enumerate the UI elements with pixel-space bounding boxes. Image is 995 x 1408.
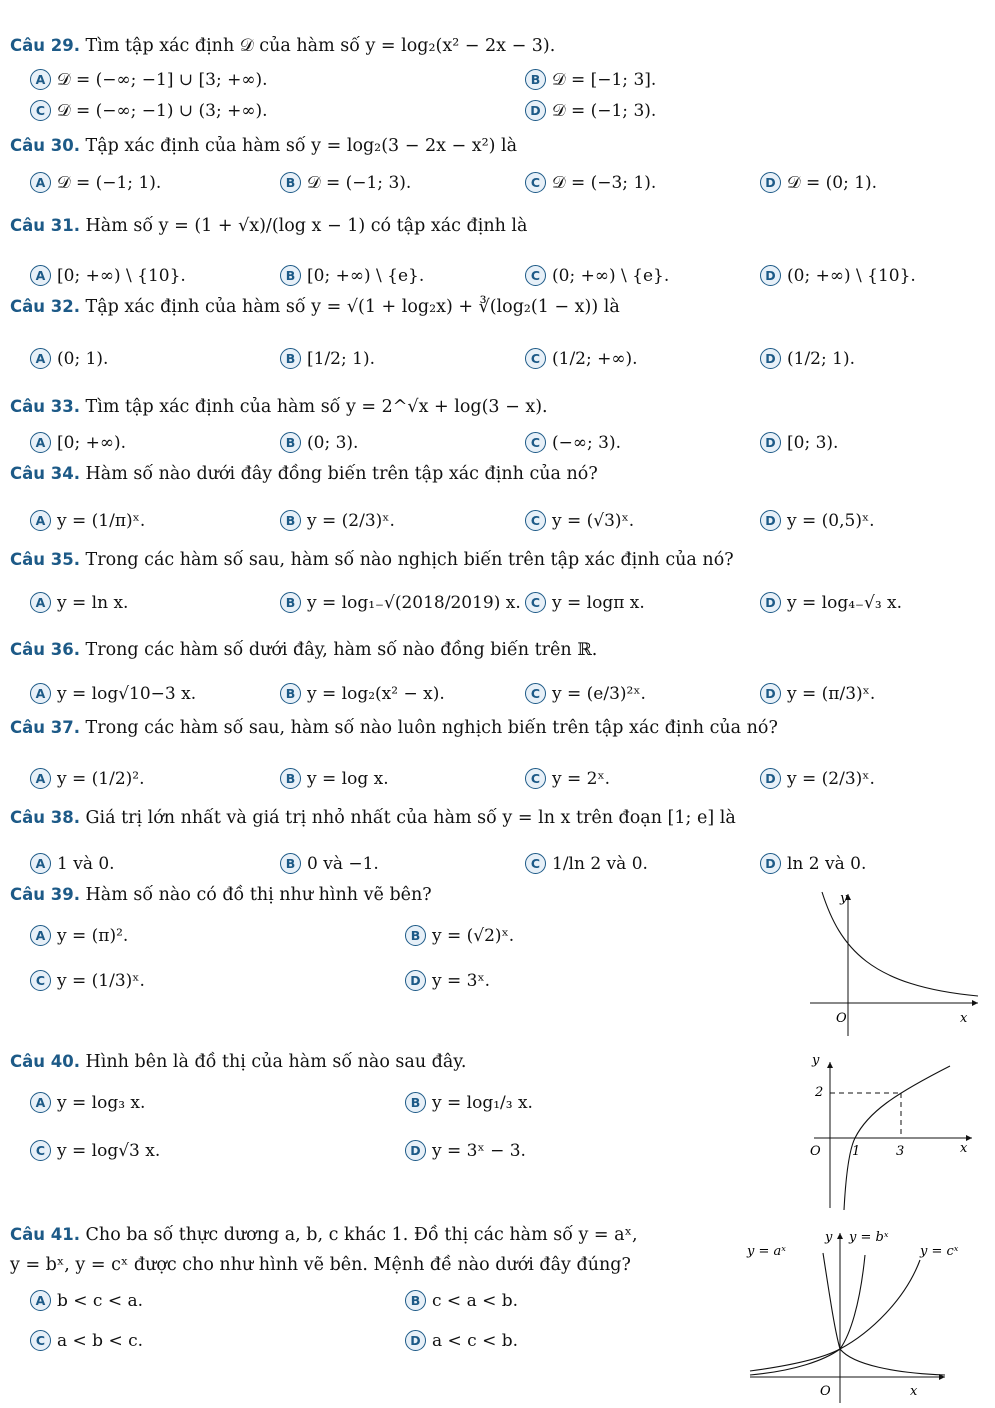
option-a[interactable]: [30, 510, 145, 531]
option-label-badge: C: [525, 432, 546, 453]
option-b[interactable]: [280, 592, 521, 613]
figure-q40: [800, 1052, 985, 1210]
option-label-badge: C: [30, 1140, 51, 1161]
question-text: Trong các hàm số dưới đây, hàm số nào đồng biến trên ℝ.: [85, 640, 598, 660]
question-number: Câu 35.: [10, 550, 80, 569]
question-32: [10, 297, 985, 318]
option-text: y = 3ˣ.: [432, 970, 491, 991]
option-text: 𝒟 = (−1; 3).: [552, 100, 657, 121]
question-36: [10, 640, 985, 661]
question-33: [10, 397, 985, 418]
option-label-badge: A: [30, 925, 51, 946]
label-3: 3: [896, 1144, 905, 1159]
option-b[interactable]: [280, 510, 395, 531]
option-label-badge: B: [280, 853, 301, 874]
option-c[interactable]: [30, 970, 145, 991]
option-label-badge: A: [30, 348, 51, 369]
option-text: a < c < b.: [432, 1330, 519, 1351]
option-text: [0; 3).: [787, 432, 839, 453]
option-text: y = (√3)ˣ.: [552, 510, 635, 531]
curve-b: [750, 1255, 865, 1371]
option-text: 1 và 0.: [57, 853, 115, 874]
option-text: y = (0,5)ˣ.: [787, 510, 875, 531]
option-label-badge: D: [760, 768, 781, 789]
figure-q41: [745, 1225, 980, 1405]
option-text: b < c < a.: [57, 1290, 144, 1311]
option-text: y = 2ˣ.: [552, 768, 611, 789]
question-number: Câu 36.: [10, 640, 80, 659]
option-a[interactable]: [30, 853, 115, 874]
label-y: y: [840, 891, 848, 906]
question-text: Tìm tập xác định 𝒟 của hàm số y = log₂(x² − 2x − 3).: [85, 36, 556, 56]
option-label-badge: C: [525, 853, 546, 874]
option-label-badge: D: [760, 853, 781, 874]
question-text: Hàm số y = (1 + √x)/(log x − 1) có tập xác định là: [85, 216, 528, 236]
question-text: Cho ba số thực dương a, b, c khác 1. Đồ thị các hàm số y = aˣ,: [85, 1225, 638, 1245]
option-d[interactable]: [760, 592, 902, 613]
option-text: (0; 1).: [57, 348, 109, 369]
option-label-badge: A: [30, 592, 51, 613]
option-d[interactable]: [405, 970, 490, 991]
option-d[interactable]: [760, 265, 916, 286]
curve-a: [823, 1253, 945, 1375]
option-a[interactable]: [30, 1092, 145, 1113]
question-number: Câu 41.: [10, 1225, 80, 1244]
question-stem: [10, 397, 985, 418]
option-text: y = ln x.: [57, 592, 129, 613]
option-a[interactable]: [30, 1290, 143, 1311]
option-label-badge: A: [30, 510, 51, 531]
option-text: 0 và −1.: [307, 853, 379, 874]
option-text: 𝒟 = (−1; 3).: [307, 172, 412, 193]
option-a[interactable]: [30, 348, 108, 369]
question-number: Câu 33.: [10, 397, 80, 416]
option-text: 𝒟 = (0; 1).: [787, 172, 878, 193]
option-label-badge: D: [760, 348, 781, 369]
option-label-badge: C: [525, 683, 546, 704]
option-a[interactable]: [30, 265, 186, 286]
question-text: Tập xác định của hàm số y = log₂(3 − 2x − x²) là: [85, 136, 518, 156]
option-text: y = (π)².: [57, 925, 129, 946]
option-label-badge: C: [525, 348, 546, 369]
option-text: y = (1/3)ˣ.: [57, 970, 145, 991]
option-label-badge: A: [30, 172, 51, 193]
question-text: Giá trị lớn nhất và giá trị nhỏ nhất của hàm số y = ln x trên đoạn [1; e] là: [85, 808, 736, 828]
option-c[interactable]: [525, 768, 610, 789]
option-label-badge: B: [280, 348, 301, 369]
option-text: [0; +∞) \ {e}.: [307, 265, 425, 286]
question-stem: [10, 640, 985, 661]
option-label-badge: A: [30, 432, 51, 453]
option-text: y = log x.: [307, 768, 389, 789]
option-text: (0; 3).: [307, 432, 359, 453]
question-text-line2: y = bˣ, y = cˣ được cho như hình vẽ bên. Mệnh đề nào dưới đây đúng?: [10, 1255, 631, 1275]
figure-q39: [800, 888, 985, 1038]
option-text: y = 3ˣ − 3.: [432, 1140, 526, 1161]
option-d[interactable]: [760, 432, 838, 453]
question-31: [10, 216, 985, 237]
option-d[interactable]: [760, 768, 875, 789]
option-text: y = (2/3)ˣ.: [787, 768, 875, 789]
option-c[interactable]: [525, 432, 621, 453]
option-text: (0; +∞) \ {e}.: [552, 265, 670, 286]
option-text: a < b < c.: [57, 1330, 144, 1351]
option-label-badge: A: [30, 853, 51, 874]
option-text: y = (1/2)².: [57, 768, 145, 789]
option-d[interactable]: [760, 172, 877, 193]
option-text: y = log√10−3 x.: [57, 683, 197, 704]
option-b[interactable]: [525, 69, 656, 90]
question-stem: [10, 718, 985, 739]
option-c[interactable]: [525, 172, 656, 193]
option-text: 𝒟 = [−1; 3].: [552, 69, 657, 90]
option-text: ln 2 và 0.: [787, 853, 867, 874]
question-38: [10, 808, 985, 829]
option-a[interactable]: [30, 683, 196, 704]
option-text: 1/ln 2 và 0.: [552, 853, 648, 874]
option-d[interactable]: [405, 1140, 526, 1161]
option-text: y = log₄₋√₃ x.: [787, 592, 903, 613]
option-label-badge: C: [30, 970, 51, 991]
question-stem: [10, 136, 985, 157]
label-o: O: [820, 1384, 831, 1399]
option-b[interactable]: [280, 853, 379, 874]
question-stem: [10, 297, 985, 318]
question-number: Câu 34.: [10, 464, 80, 483]
question-34: [10, 464, 985, 485]
option-text: (1/2; 1).: [787, 348, 855, 369]
option-label-badge: D: [760, 683, 781, 704]
option-text: [1/2; 1).: [307, 348, 375, 369]
option-a[interactable]: [30, 768, 145, 789]
option-label-badge: A: [30, 1290, 51, 1311]
question-number: Câu 37.: [10, 718, 80, 737]
question-text: Trong các hàm số sau, hàm số nào luôn nghịch biến trên tập xác định của nó?: [85, 718, 778, 738]
option-text: y = log₁/₃ x.: [432, 1092, 533, 1113]
question-number: Câu 32.: [10, 297, 80, 316]
option-b[interactable]: [280, 348, 375, 369]
label-b: y = bˣ: [849, 1230, 889, 1245]
option-text: y = log₃ x.: [57, 1092, 146, 1113]
option-a[interactable]: [30, 172, 161, 193]
question-number: Câu 30.: [10, 136, 80, 155]
option-text: y = (e/3)²ˣ.: [552, 683, 646, 704]
option-d[interactable]: [405, 1330, 518, 1351]
option-label-badge: D: [405, 1140, 426, 1161]
option-a[interactable]: [30, 592, 128, 613]
question-stem: [10, 464, 985, 485]
option-b[interactable]: [405, 1092, 533, 1113]
curve-decreasing: [822, 892, 978, 996]
option-d[interactable]: [760, 510, 875, 531]
option-label-badge: D: [405, 970, 426, 991]
option-text: y = (1/π)ˣ.: [57, 510, 146, 531]
question-stem: [10, 216, 985, 237]
option-text: 𝒟 = (−∞; −1) ∪ (3; +∞).: [57, 100, 268, 121]
option-b[interactable]: [280, 768, 389, 789]
option-text: 𝒟 = (−∞; −1] ∪ [3; +∞).: [57, 69, 268, 90]
question-30: [10, 136, 985, 157]
option-b[interactable]: [280, 265, 424, 286]
option-label-badge: C: [525, 265, 546, 286]
label-x: x: [910, 1384, 918, 1399]
option-label-badge: A: [30, 768, 51, 789]
option-label-badge: D: [760, 510, 781, 531]
question-text: Hàm số nào có đồ thị như hình vẽ bên?: [85, 885, 432, 905]
label-y: y: [825, 1230, 833, 1245]
option-label-badge: D: [760, 265, 781, 286]
curve-c: [750, 1260, 920, 1375]
option-label-badge: C: [525, 768, 546, 789]
option-label-badge: B: [280, 592, 301, 613]
option-c[interactable]: [30, 1330, 143, 1351]
option-c[interactable]: [525, 592, 645, 613]
label-x: x: [960, 1141, 968, 1156]
option-label-badge: B: [405, 1290, 426, 1311]
question-number: Câu 29.: [10, 36, 80, 55]
question-29: [10, 36, 985, 57]
question-text: Tìm tập xác định của hàm số y = 2^√x + log(3 − x).: [85, 397, 548, 417]
label-a: y = aˣ: [747, 1244, 786, 1259]
option-a[interactable]: [30, 925, 128, 946]
option-d[interactable]: [760, 348, 855, 369]
question-stem: [10, 36, 985, 57]
option-c[interactable]: [525, 265, 669, 286]
option-label-badge: B: [280, 768, 301, 789]
option-label-badge: D: [405, 1330, 426, 1351]
option-c[interactable]: [525, 683, 646, 704]
option-label-badge: B: [405, 925, 426, 946]
option-label-badge: B: [280, 683, 301, 704]
y-axis-arrow: [827, 1062, 833, 1068]
question-text: Trong các hàm số sau, hàm số nào nghịch biến trên tập xác định của nó?: [85, 550, 734, 570]
option-label-badge: B: [280, 432, 301, 453]
option-label-badge: D: [760, 172, 781, 193]
option-text: y = log√3 x.: [57, 1140, 161, 1161]
option-text: y = log₂(x² − x).: [307, 683, 445, 704]
question-text: Tập xác định của hàm số y = √(1 + log₂x) + ∛(log₂(1 − x)) là: [85, 297, 620, 317]
x-axis-arrow: [972, 1000, 978, 1006]
label-x: x: [960, 1011, 968, 1026]
option-label-badge: D: [525, 100, 546, 121]
option-d[interactable]: [525, 100, 656, 121]
option-b[interactable]: [280, 683, 445, 704]
option-b[interactable]: [280, 172, 411, 193]
option-label-badge: B: [280, 172, 301, 193]
question-text: Hình bên là đồ thị của hàm số nào sau đây.: [85, 1052, 467, 1072]
question-stem: [10, 550, 985, 571]
option-c[interactable]: [525, 348, 638, 369]
question-number: Câu 38.: [10, 808, 80, 827]
option-label-badge: C: [30, 100, 51, 121]
option-label-badge: A: [30, 69, 51, 90]
option-c[interactable]: [30, 100, 268, 121]
option-label-badge: A: [30, 683, 51, 704]
option-c[interactable]: [30, 1140, 160, 1161]
option-c[interactable]: [525, 853, 648, 874]
option-c[interactable]: [525, 510, 634, 531]
option-b[interactable]: [280, 432, 358, 453]
option-text: [0; +∞).: [57, 432, 127, 453]
question-number: Câu 40.: [10, 1052, 80, 1071]
label-o: O: [836, 1011, 847, 1026]
option-label-badge: D: [760, 432, 781, 453]
label-o: O: [810, 1144, 821, 1159]
option-label-badge: B: [280, 265, 301, 286]
option-label-badge: C: [30, 1330, 51, 1351]
option-label-badge: C: [525, 172, 546, 193]
option-text: (−∞; 3).: [552, 432, 622, 453]
option-text: c < a < b.: [432, 1290, 519, 1311]
option-label-badge: C: [525, 592, 546, 613]
option-a[interactable]: [30, 69, 268, 90]
option-label-badge: A: [30, 1092, 51, 1113]
question-number: Câu 31.: [10, 216, 80, 235]
option-label-badge: B: [405, 1092, 426, 1113]
option-label-badge: B: [280, 510, 301, 531]
label-y: y: [812, 1053, 820, 1068]
option-text: 𝒟 = (−3; 1).: [552, 172, 657, 193]
option-text: (0; +∞) \ {10}.: [787, 265, 916, 286]
option-a[interactable]: [30, 432, 126, 453]
label-2: 2: [815, 1085, 824, 1100]
question-text: Hàm số nào dưới đây đồng biến trên tập xác định của nó?: [85, 464, 598, 484]
option-text: y = logπ x.: [552, 592, 645, 613]
option-b[interactable]: [405, 1290, 518, 1311]
option-label-badge: B: [525, 69, 546, 90]
option-text: y = log₁₋√(2018/2019) x.: [307, 592, 521, 613]
option-label-badge: C: [525, 510, 546, 531]
option-d[interactable]: [760, 853, 866, 874]
option-text: (1/2; +∞).: [552, 348, 638, 369]
label-c: y = cˣ: [920, 1244, 959, 1259]
y-axis-arrow: [837, 1233, 843, 1239]
option-label-badge: D: [760, 592, 781, 613]
option-d[interactable]: [760, 683, 875, 704]
option-b[interactable]: [405, 925, 514, 946]
option-text: y = (2/3)ˣ.: [307, 510, 395, 531]
option-text: [0; +∞) \ {10}.: [57, 265, 186, 286]
question-37: [10, 718, 985, 739]
option-label-badge: A: [30, 265, 51, 286]
option-text: 𝒟 = (−1; 1).: [57, 172, 162, 193]
question-stem: [10, 808, 985, 829]
label-1: 1: [852, 1144, 861, 1159]
question-number: Câu 39.: [10, 885, 80, 904]
question-35: [10, 550, 985, 571]
option-text: y = (π/3)ˣ.: [787, 683, 876, 704]
option-text: y = (√2)ˣ.: [432, 925, 515, 946]
